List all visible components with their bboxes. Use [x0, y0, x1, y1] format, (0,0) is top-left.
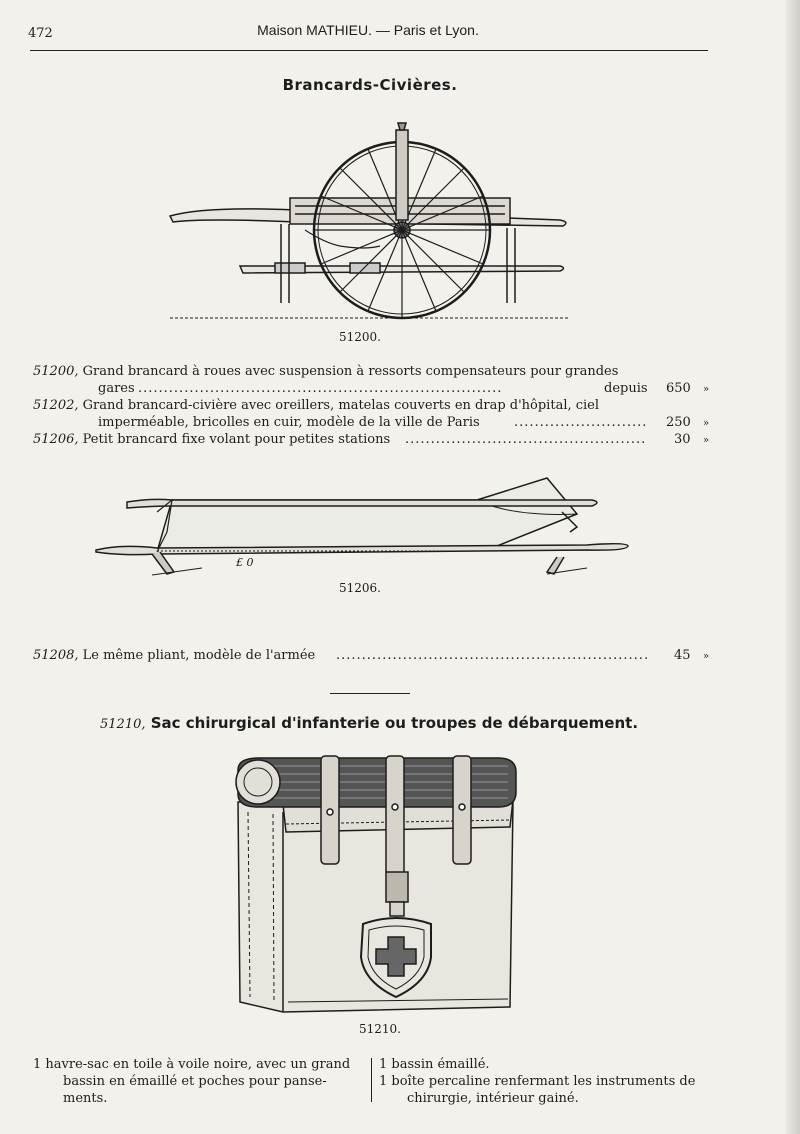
item-51200-suffix: depuis — [604, 381, 648, 396]
cart-figure-caption: 51200. — [339, 330, 381, 344]
flat-stretcher-illustration — [92, 472, 632, 582]
item-51208-number: 51208, — [33, 648, 79, 663]
contents-left-line1: 1 havre-sac en toile à voile noire, avec un grand — [33, 1057, 351, 1072]
item-51208-unit: » — [703, 651, 710, 662]
page-edge-shadow — [786, 0, 800, 1134]
header-rule — [30, 50, 708, 51]
column-rule — [371, 1058, 372, 1102]
item-51200-number: 51200, — [33, 364, 79, 379]
item-51202-line1 — [33, 398, 599, 413]
item-51208-leaders: ............................................................. — [336, 648, 650, 663]
contents-right-line3: chirurgie, intérieur gainé. — [407, 1091, 579, 1106]
item-51200-leaders: ....................................................................... — [138, 381, 503, 396]
contents-right-line1: 1 bassin émaillé. — [379, 1057, 490, 1072]
item-51200-price: 650 — [666, 381, 691, 396]
stretcher-figure-caption: 51206. — [339, 581, 381, 595]
item-51206-unit: » — [703, 435, 710, 446]
item-51208-line1 — [33, 648, 315, 663]
wheeled-stretcher-illustration — [165, 118, 575, 328]
item-51200-unit: » — [703, 384, 710, 395]
item-51200-description: Grand brancard à roues avec suspension à ressorts compensateurs pour grandes — [82, 364, 619, 379]
running-title: Maison MATHIEU. — Paris et Lyon. — [257, 22, 479, 38]
item-51206-description: Petit brancard fixe volant pour petites stations — [82, 432, 391, 447]
item-51200-line1 — [33, 364, 618, 379]
item-51202-line2: imperméable, bricolles en cuir, modèle de la ville de Paris — [98, 415, 480, 430]
item-51206-leaders: ............................................... — [405, 432, 647, 447]
item-51202-description: Grand brancard-civière avec oreillers, matelas couverts en drap d'hôpital, ciel — [82, 398, 600, 413]
item-51202-unit: » — [703, 418, 710, 429]
item-51208-description: Le même pliant, modèle de l'armée — [82, 648, 316, 663]
item-51206-price: 30 — [674, 432, 691, 447]
item-51202-price: 250 — [666, 415, 691, 430]
sac-number: 51210, — [100, 717, 146, 732]
stretcher-mark: £ 0 — [236, 556, 254, 569]
item-51206-line1 — [33, 432, 390, 447]
contents-right-line2: 1 boîte percaline renfermant les instruments de — [379, 1074, 696, 1089]
section-title: Brancards-Civières. — [282, 76, 458, 94]
item-51200-line2: gares — [98, 381, 135, 396]
section-divider — [330, 693, 410, 694]
bag-figure-caption: 51210. — [359, 1022, 401, 1036]
page-number: 472 — [28, 26, 53, 41]
contents-left-line2: bassin en émaillé et poches pour panse- — [63, 1074, 327, 1089]
contents-left-column — [33, 1056, 367, 1107]
sac-title: Sac chirurgical d'infanterie ou troupes de débarquement. — [150, 714, 639, 732]
item-51202-number: 51202, — [33, 398, 79, 413]
item-51202-leaders: .......................... — [514, 415, 648, 430]
page-header — [28, 22, 708, 44]
item-51208-price: 45 — [674, 648, 691, 663]
item-51206-number: 51206, — [33, 432, 79, 447]
sac-heading — [100, 714, 638, 732]
contents-right-column — [379, 1056, 719, 1107]
contents-left-line3: ments. — [63, 1091, 108, 1106]
surgical-bag-illustration — [228, 752, 523, 1017]
